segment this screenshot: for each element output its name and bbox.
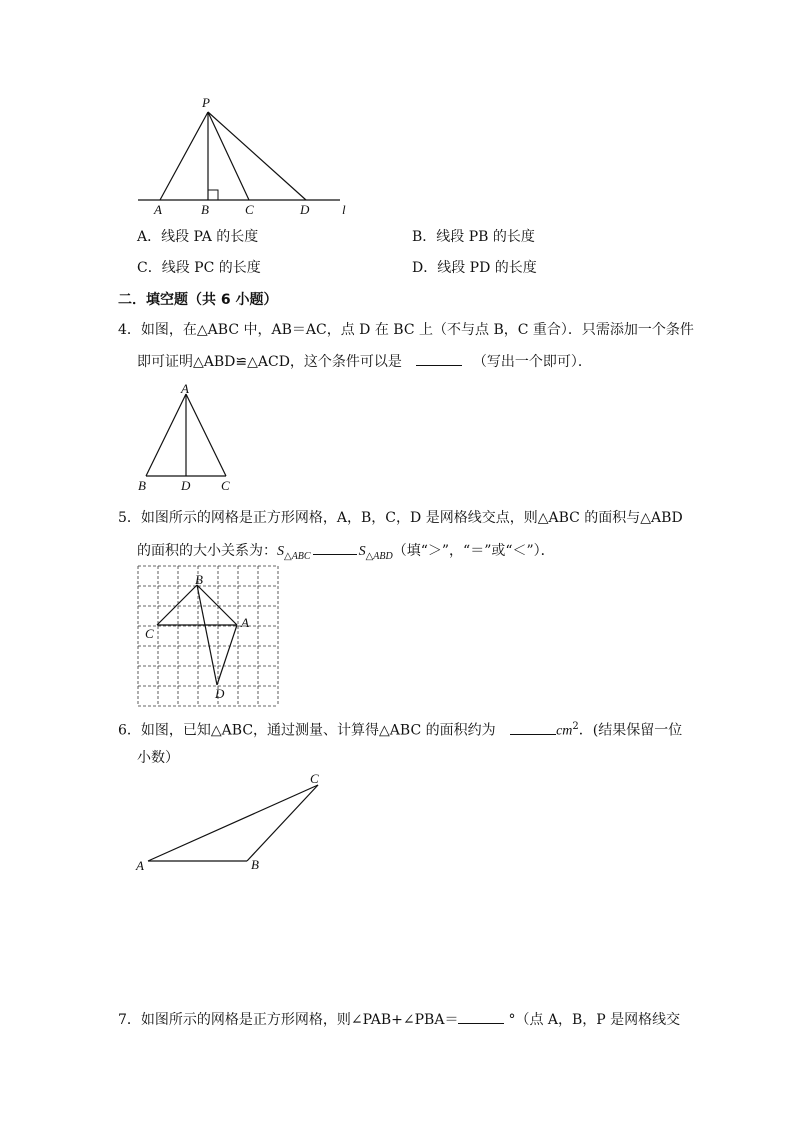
q4-line1: 4．如图，在△ABC 中，AB＝AC，点 D 在 BC 上（不与点 B，C 重合）．只需添加一个条件 [118, 322, 694, 338]
label-d: D [215, 686, 225, 701]
label-d: D [181, 478, 191, 493]
segment-ba [197, 585, 237, 625]
label-a: A [154, 202, 162, 217]
q5-line1: 5．如图所示的网格是正方形网格，A，B，C，D 是网格线交点，则△ABC 的面积与△ABD [118, 510, 683, 526]
label-b: B [201, 202, 209, 217]
segment-bd [197, 585, 217, 685]
right-angle-mark [208, 190, 218, 200]
segment-pa [160, 112, 208, 200]
s-abc-symbol: S [277, 544, 284, 559]
q3-figure [130, 92, 360, 222]
s-abd-subscript: △ABD [365, 550, 393, 562]
q6-unit: cm [556, 723, 573, 739]
q4-line2 [137, 351, 592, 372]
s-abd-symbol: S [358, 544, 366, 559]
segment-ad [217, 625, 237, 685]
label-a: A [136, 858, 144, 873]
label-b: B [251, 857, 259, 872]
s-abc-subscript: △ABC [284, 550, 311, 562]
q3-option-a: A．线段 PA 的长度 [137, 229, 259, 245]
q7-line1-before: 7．如图所示的网格是正方形网格，则∠PAB+∠PBA＝ [118, 1012, 459, 1028]
q5-grid-figure [137, 565, 279, 707]
q7-line1-after: °（点 A，B，P 是网格线交 [508, 1012, 681, 1028]
label-a: A [181, 381, 189, 396]
label-l: l [342, 202, 346, 217]
grid-lines [138, 566, 278, 706]
label-a: A [241, 615, 249, 630]
section-title: 二．填空题（共 6 小题） [118, 292, 278, 308]
q4-line2-after: （写出一个即可）． [472, 354, 592, 370]
q6-line1 [118, 717, 682, 742]
q5-answer-blank[interactable] [313, 540, 357, 555]
q3-option-b: B．线段 PB 的长度 [412, 229, 535, 245]
label-p: P [202, 95, 210, 110]
q3-option-c: C．线段 PC 的长度 [137, 260, 261, 276]
q6-line1-before: 6．如图，已知△ABC，通过测量、计算得△ABC 的面积约为 [118, 722, 496, 739]
label-c: C [310, 771, 319, 786]
q4-answer-blank[interactable] [416, 351, 462, 366]
segment-pc [208, 112, 249, 200]
segment-bc [247, 785, 318, 861]
label-c: C [221, 478, 230, 493]
q6-line1-after: ．(结果保留一位 [578, 722, 683, 739]
label-c: C [245, 202, 254, 217]
q4-figure [132, 380, 242, 495]
q6-line2: 小数） [137, 750, 179, 766]
q5-line2 [137, 540, 555, 567]
label-d: D [300, 202, 310, 217]
segment-bc [157, 585, 197, 625]
segment-ac [186, 394, 226, 476]
q4-line2-before: 即可证明△ABD≌△ACD，这个条件可以是 [137, 354, 402, 370]
segment-pd [208, 112, 306, 200]
q6-figure [130, 768, 340, 878]
q7-line1 [118, 1009, 680, 1030]
q6-unit-sup: 2 [572, 721, 579, 732]
label-b: B [195, 572, 203, 587]
q7-answer-blank[interactable] [458, 1009, 504, 1024]
q5-line2-suffix: （填“＞”，“＝”或“＜”）． [392, 543, 555, 559]
segment-ac [148, 785, 318, 861]
label-c: C [145, 626, 154, 641]
q3-option-d: D．线段 PD 的长度 [412, 260, 537, 276]
label-b: B [138, 478, 146, 493]
q5-line2-prefix: 的面积的大小关系为： [137, 543, 277, 559]
segment-ab [146, 394, 186, 476]
q6-answer-blank[interactable] [510, 720, 556, 735]
